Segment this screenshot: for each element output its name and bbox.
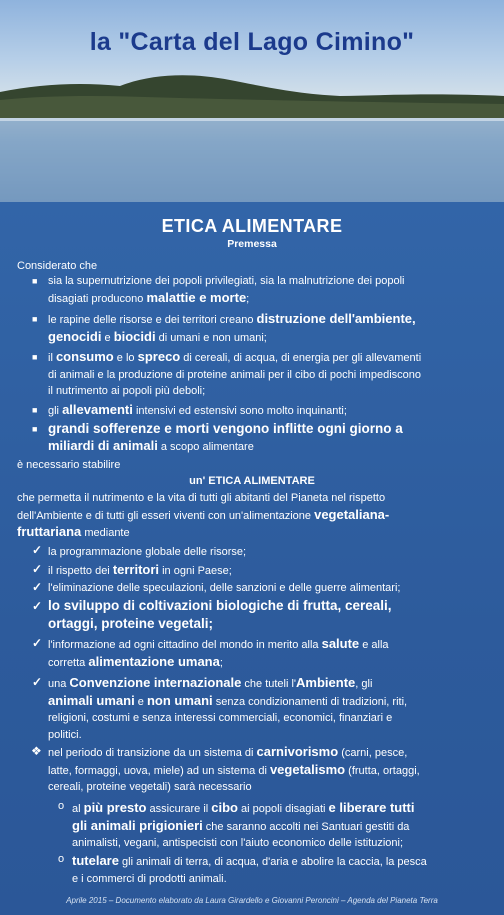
- lake-photo: [0, 0, 504, 202]
- bullet-icon: ■: [32, 276, 38, 286]
- diamond-icon: ❖: [31, 744, 42, 758]
- doc-subtitle: Premessa: [227, 238, 277, 250]
- list-item: il rispetto dei territori in ogni Paese;: [48, 562, 232, 577]
- header-title: la "Carta del Lago Cimino": [89, 28, 415, 56]
- bullet-icon: ■: [32, 352, 38, 362]
- list-item: lo sviluppo di coltivazioni biologiche di frutta, cereali, ortaggi, proteine vegetali;: [48, 598, 392, 631]
- etica-heading: un' ETICA ALIMENTARE: [189, 475, 315, 487]
- list-item: tutelare gli animali di terra, di acqua, d'aria e abolire la caccia, la pesca e i commerci di prodotti animali.: [72, 853, 427, 885]
- check-icon: ✓: [32, 543, 43, 557]
- list-item: al più presto assicurare il cibo ai popoli disagiati e liberare tutti gli animali prigionieri che saranno accolti nei Santuari gestiti da animalisti, vegani, antispecisti con l'aiuto economico delle istituzioni;: [72, 800, 415, 849]
- circle-bullet-icon: o: [58, 800, 65, 812]
- check-icon: ✓: [32, 599, 43, 613]
- list-item: grandi sofferenze e morti vengono inflitte ogni giorno a miliardi di animali a scopo alimentare: [48, 421, 403, 453]
- check-icon: ✓: [32, 562, 43, 576]
- list-item: il consumo e lo spreco di cereali, di acqua, di energia per gli allevamenti di animali e la produzione di proteine animali per il cibo di pochi impediscono il nutrimento ai popoli più deboli;: [48, 349, 422, 397]
- check-icon: ✓: [32, 675, 43, 689]
- check-icon: ✓: [32, 580, 43, 594]
- list-item: le rapine delle risorse e dei territori creano distruzione dell'ambiente, genocidi e biocidi di umani e non umani;: [48, 311, 416, 344]
- bullet-icon: ■: [32, 424, 38, 434]
- list-item: gli allevamenti intensivi ed estensivi sono molto inquinanti;: [48, 402, 347, 417]
- bullet-icon: ■: [32, 314, 38, 324]
- list-item: nel periodo di transizione da un sistema di carnivorismo (carni, pesce, latte, formaggi, uova, miele) ad un sistema di vegetalismo (frutta, ortaggi, cereali, proteine vegetali) sarà necessario: [48, 744, 420, 793]
- list-item: sia la supernutrizione dei popoli privilegiati, sia la malnutrizione dei popoli disagiati producono malattie e morte;: [48, 275, 405, 305]
- list-item: una Convenzione internazionale che tuteli l'Ambiente, gli animali umani e non umani senza condizionamenti di tradizioni, riti, religioni, costumi e senza interessi commerciali, economici, finanziari e politici.: [48, 675, 408, 741]
- check-icon: ✓: [32, 636, 43, 650]
- circle-bullet-icon: o: [58, 853, 65, 865]
- doc-title: ETICA ALIMENTARE: [161, 216, 343, 236]
- list-item: la programmazione globale delle risorse;: [48, 546, 247, 558]
- footer-credit: Aprile 2015 – Documento elaborato da Laura Girardello e Giovanni Peroncini – Agenda del Pianeta Terra: [66, 896, 438, 905]
- bullet-icon: ■: [32, 405, 38, 415]
- necessario-label: è necessario stabilire: [17, 459, 121, 471]
- list-item: l'eliminazione delle speculazioni, delle sanzioni e delle guerre alimentari;: [48, 582, 401, 594]
- paragraph: che permetta il nutrimento e la vita di tutti gli abitanti del Pianeta nel rispetto dell'Ambiente e di tutti gli esseri viventi con un'alimentazione vegetaliana- fruttariana mediante: [17, 492, 390, 539]
- considerato-label: Considerato che: [17, 260, 98, 272]
- list-item: l'informazione ad ogni cittadino del mondo in merito alla salute e alla corretta alimentazione umana;: [48, 636, 389, 669]
